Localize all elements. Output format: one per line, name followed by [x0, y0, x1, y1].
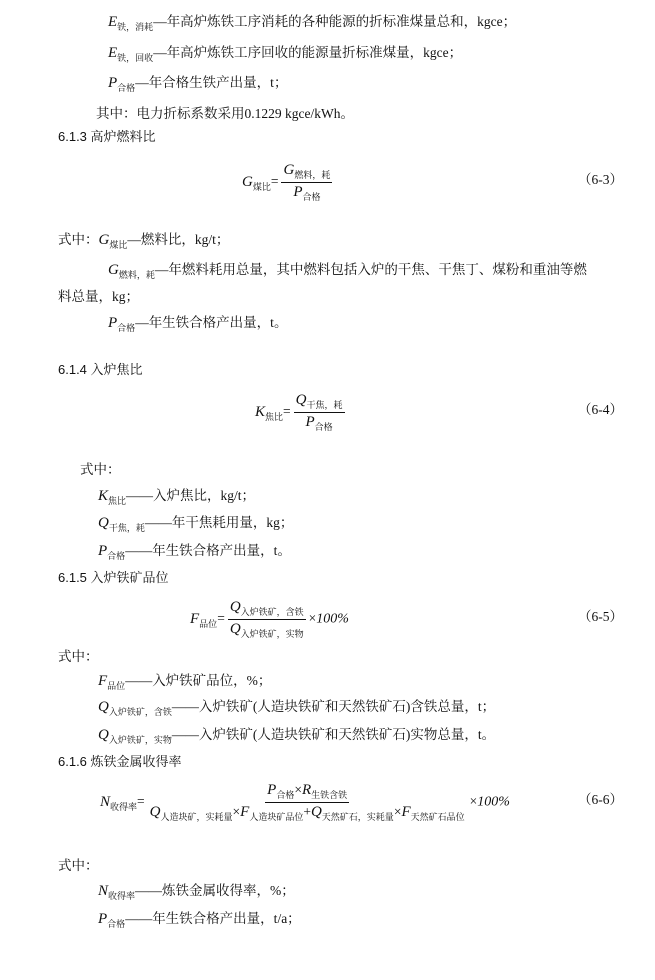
symbol: $N_{收得率}$	[100, 793, 138, 812]
definition-line	[108, 13, 516, 36]
subscript: 铁，消耗	[117, 22, 154, 32]
formula-6-5	[190, 599, 349, 640]
subscript: 收得率	[108, 891, 136, 901]
denominator	[148, 803, 467, 823]
operator: ×	[232, 804, 241, 819]
heading-text: 6.1.3 高炉燃料比	[58, 129, 156, 144]
definition-text: —年生铁合格产出量，t。	[135, 315, 288, 330]
symbol: $Q_{干焦,耗}$	[295, 392, 343, 410]
where-label	[58, 857, 99, 875]
subscript: 焦比	[265, 411, 284, 422]
subscript: 天然矿石品位	[410, 812, 465, 822]
multiply-sign: ×	[469, 793, 478, 809]
note	[96, 105, 354, 123]
equals-sign: =	[217, 610, 225, 626]
subscript: 入炉铁矿，实物	[108, 735, 172, 745]
denominator	[291, 183, 322, 203]
numerator	[265, 782, 349, 803]
fraction	[228, 599, 306, 640]
definition-line	[98, 698, 495, 721]
symbol: $Q_{干焦,耗}$	[98, 515, 145, 533]
where-label	[80, 461, 121, 479]
numerator	[228, 599, 306, 620]
symbol: $R_{生铁含铁}$	[301, 782, 348, 800]
definition-line	[98, 487, 255, 510]
where-label: 式中：	[58, 232, 99, 247]
symbol: $G_{燃料,耗}$	[283, 162, 331, 180]
subscript: 合格	[107, 551, 126, 561]
definition-text: ——入炉铁矿(人造块铁矿和天然铁矿石)实物总量，t。	[171, 727, 496, 742]
subscript: 合格	[107, 919, 126, 929]
definition-line	[58, 231, 229, 254]
heading-text: 6.1.6 炼铁金属收得率	[58, 754, 182, 769]
heading-text: 6.1.5 入炉铁矿品位	[58, 570, 169, 585]
definition-text: ——年生铁合格产出量，t。	[125, 543, 291, 558]
where-text: 式中：	[58, 649, 99, 664]
fraction	[281, 162, 332, 203]
section-heading	[58, 569, 169, 587]
percent: 100%	[477, 794, 510, 810]
symbol: $P_{合格}$	[108, 315, 136, 333]
definition-line	[98, 514, 293, 537]
subscript: 焦比	[108, 496, 127, 506]
subscript: 入炉铁矿，含铁	[108, 707, 172, 717]
symbol: $E_{铁,消耗}$	[108, 14, 154, 32]
subscript: 品位	[199, 618, 218, 629]
numerator	[294, 392, 345, 413]
subscript: 生铁含铁	[311, 790, 348, 800]
definition-text: —年高炉炼铁工序回收的能源量折标准煤量，kgce；	[153, 45, 463, 60]
symbol: $G_{燃料,耗}$	[108, 262, 155, 280]
definition-line	[98, 542, 291, 565]
definition-text: ——年生铁合格产出量，t/a；	[125, 911, 301, 926]
symbol: $Q_{入炉铁矿,实物}$	[98, 727, 172, 745]
fraction	[148, 782, 467, 823]
subscript: 合格	[117, 323, 136, 333]
subscript: 干焦，耗	[306, 400, 343, 410]
subscript: 人造块矿，实耗量	[160, 812, 233, 822]
symbol: $F_{人造块矿品位}$	[240, 804, 304, 822]
subscript: 天然矿石，实耗量	[321, 812, 394, 822]
section-heading	[58, 753, 182, 771]
where-label	[58, 648, 99, 666]
definition-line	[108, 74, 287, 97]
where-text: 式中：	[58, 858, 99, 873]
definition-line	[98, 910, 301, 933]
definition-line	[98, 726, 495, 749]
definition-text: ——入炉焦比，kg/t；	[126, 488, 256, 503]
definition-continuation	[58, 288, 139, 306]
definition-line	[108, 261, 587, 284]
definition-text: 料总量，kg；	[58, 289, 139, 304]
symbol: $F_{天然矿石品位}$	[401, 804, 465, 822]
symbol: $P_{合格}$	[98, 911, 126, 929]
percent: 100%	[316, 611, 349, 627]
symbol: $Q_{天然矿石,实耗量}$	[310, 804, 394, 822]
symbol: $Q_{入炉铁矿,实物}$	[229, 621, 304, 639]
note-text: 其中：电力折标系数采用0.1229 kgce/kWh。	[96, 106, 354, 121]
equation-number: （6-3）	[578, 172, 623, 187]
formula-6-6	[100, 782, 510, 823]
symbol: $Q_{人造块矿,实耗量}$	[149, 804, 233, 822]
definition-line	[98, 882, 295, 905]
symbol: $G_{煤比}$	[242, 173, 271, 192]
equals-sign: =	[283, 403, 291, 419]
symbol: $N_{收得率}$	[98, 883, 136, 901]
formula-6-3	[242, 162, 335, 203]
numerator	[281, 162, 332, 183]
symbol: $Q_{入炉铁矿,含铁}$	[229, 599, 304, 617]
operator: +	[303, 804, 311, 819]
subscript: 人造块矿品位	[249, 812, 304, 822]
multiply-sign: ×	[308, 610, 317, 626]
definition-text: —燃料比，kg/t；	[127, 232, 230, 247]
subscript: 入炉铁矿，实物	[240, 629, 304, 639]
definition-text: ——年干焦耗用量，kg；	[144, 515, 294, 530]
symbol: $F_{品位}$	[190, 610, 218, 629]
denominator	[228, 620, 306, 640]
subscript: 合格	[117, 83, 136, 93]
definition-text: ——炼铁金属收得率，%；	[135, 883, 295, 898]
subscript: 煤比	[252, 181, 271, 192]
subscript: 品位	[107, 681, 126, 691]
symbol: $P_{合格}$	[108, 75, 136, 93]
symbol: $P_{合格}$	[98, 543, 126, 561]
symbol: $K_{焦比}$	[255, 403, 284, 422]
equals-sign: =	[270, 173, 279, 189]
definition-line	[108, 314, 287, 337]
subscript: 燃料，耗	[294, 170, 331, 180]
definition-text: —年合格生铁产出量，t；	[135, 75, 288, 90]
equation-number: （6-4）	[578, 402, 623, 417]
definition-text: —年高炉炼铁工序消耗的各种能源的折标准煤量总和，kgce；	[153, 14, 517, 29]
section-heading	[58, 128, 156, 146]
operator: ×	[294, 782, 302, 797]
denominator	[303, 413, 334, 433]
equation-number: （6-6）	[578, 792, 623, 807]
formula-6-4	[255, 392, 348, 433]
definition-line	[98, 672, 271, 695]
subscript: 合格	[302, 192, 321, 202]
symbol: $Q_{入炉铁矿,含铁}$	[98, 699, 172, 717]
symbol: $G_{煤比}$	[98, 232, 128, 250]
subscript: 燃料，耗	[118, 270, 155, 280]
definition-line	[108, 44, 462, 67]
subscript: 合格	[314, 422, 333, 432]
subscript: 合格	[276, 790, 295, 800]
equation-number: （6-5）	[578, 609, 623, 624]
symbol: $K_{焦比}$	[98, 488, 127, 506]
subscript: 收得率	[110, 801, 138, 812]
subscript: 煤比	[109, 240, 128, 250]
symbol: $F_{品位}$	[98, 673, 126, 691]
operator: ×	[393, 804, 402, 819]
subscript: 干焦，耗	[108, 523, 145, 533]
fraction	[294, 392, 345, 433]
equals-sign: =	[137, 793, 145, 809]
symbol: $E_{铁,回收}$	[108, 45, 154, 63]
heading-text: 6.1.4 入炉焦比	[58, 362, 143, 377]
definition-text: ——入炉铁矿(人造块铁矿和天然铁矿石)含铁总量，t；	[171, 699, 496, 714]
symbol: $P_{合格}$	[267, 782, 295, 800]
subscript: 铁，回收	[117, 53, 154, 63]
subscript: 入炉铁矿，含铁	[240, 607, 304, 617]
symbol: $P_{合格}$	[305, 414, 333, 432]
definition-text: —年燃料耗用总量，其中燃料包括入炉的干焦、干焦丁、煤粉和重油等燃	[154, 262, 587, 277]
definition-text: ——入炉铁矿品位，%；	[125, 673, 272, 688]
where-text: 式中：	[80, 462, 121, 477]
section-heading	[58, 361, 143, 379]
symbol: $P_{合格}$	[293, 184, 321, 202]
